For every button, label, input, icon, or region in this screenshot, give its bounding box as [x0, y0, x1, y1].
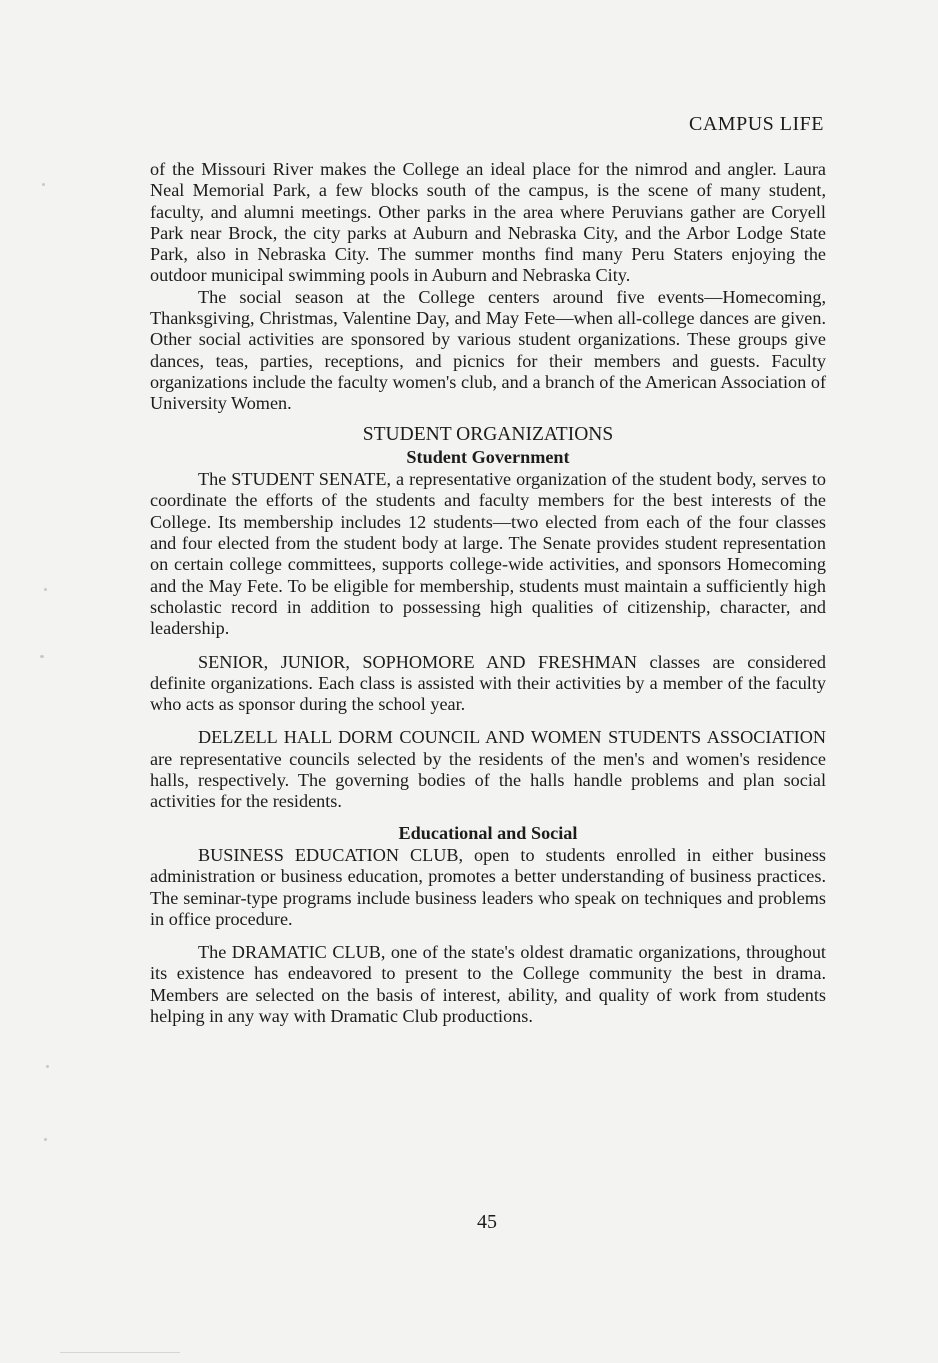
scan-speck	[42, 183, 45, 186]
paragraph-classes: SENIOR, JUNIOR, SOPHOMORE AND FRESHMAN classes are considered definite organizations. Each class is assisted with their activities by a member of the faculty who acts as sponsor during the school year.	[150, 651, 826, 715]
paragraph-councils: DELZELL HALL DORM COUNCIL AND WOMEN STUDENTS ASSOCIATION are representative councils selected by the residents of the men's and women's residence halls, respectively. The governing bodies of the halls handle problems and plan social activities for the residents.	[150, 727, 826, 812]
subheading-educational-social: Educational and Social	[398, 822, 578, 843]
scan-speck	[44, 588, 47, 591]
scan-speck	[40, 655, 44, 658]
paragraph-business-club: BUSINESS EDUCATION CLUB, open to students enrolled in either business administration or business education, promotes a better understanding of business practices. The seminar-type programs include business leaders who speak on techniques and problems in office procedure.	[150, 844, 826, 929]
scan-speck	[46, 1065, 49, 1068]
subheading-student-government: Student Government	[406, 446, 570, 467]
page-number: 45	[477, 1211, 497, 1233]
paragraph-dramatic-club: The DRAMATIC CLUB, one of the state's oldest dramatic organizations, throughout its existence has endeavored to present to the College community the best in drama. Members are selected on the basis of interest, ability, and quality of work from students helping in any way with Dramatic Club productions.	[150, 942, 826, 1026]
scan-edge-line	[60, 1352, 180, 1353]
paragraph-social-season: The social season at the College centers around five events—Homecoming, Thanksgiving, Christmas, Valentine Day, and May Fete—when all-college dances are given. Other social activities are sponsored by various student organizations. These groups give dances, teas, parties, receptions, and picnics for their members and guests. Faculty organizations include the faculty women's club, and a branch of the American Association of University Women.	[150, 286, 826, 414]
section-title: STUDENT ORGANIZATIONS	[362, 423, 614, 445]
paragraph-student-senate: The STUDENT SENATE, a representative organization of the student body, serves to coordinate the efforts of the students and faculty members for the best interests of the College. Its membership includes 12 students—two elected from each of the four classes and four elected from the student body at large. The Senate provides student representation on certain college committees, supports college-wide activities, and sponsors Homecoming and the May Fete. To be eligible for membership, students must maintain a sufficiently high scholastic record in addition to possessing high qualities of citizenship, character, and leadership.	[150, 469, 826, 639]
scan-speck	[44, 1138, 47, 1141]
running-head: CAMPUS LIFE	[689, 113, 824, 135]
body-text	[150, 159, 826, 1027]
paragraph-parks: of the Missouri River makes the College an ideal place for the nimrod and angler. Laura Neal Memorial Park, a few blocks south of the campus, is the scene of many student, faculty, and alumni meetings. Other parks in the area where Peruvians gather are Coryell Park near Brock, the city parks at Auburn and Nebraska City, and the Arbor Lodge State Park, also in Nebraska City. The summer months find many Peru Staters enjoying the outdoor municipal swimming pools in Auburn and Nebraska City.	[150, 159, 826, 286]
